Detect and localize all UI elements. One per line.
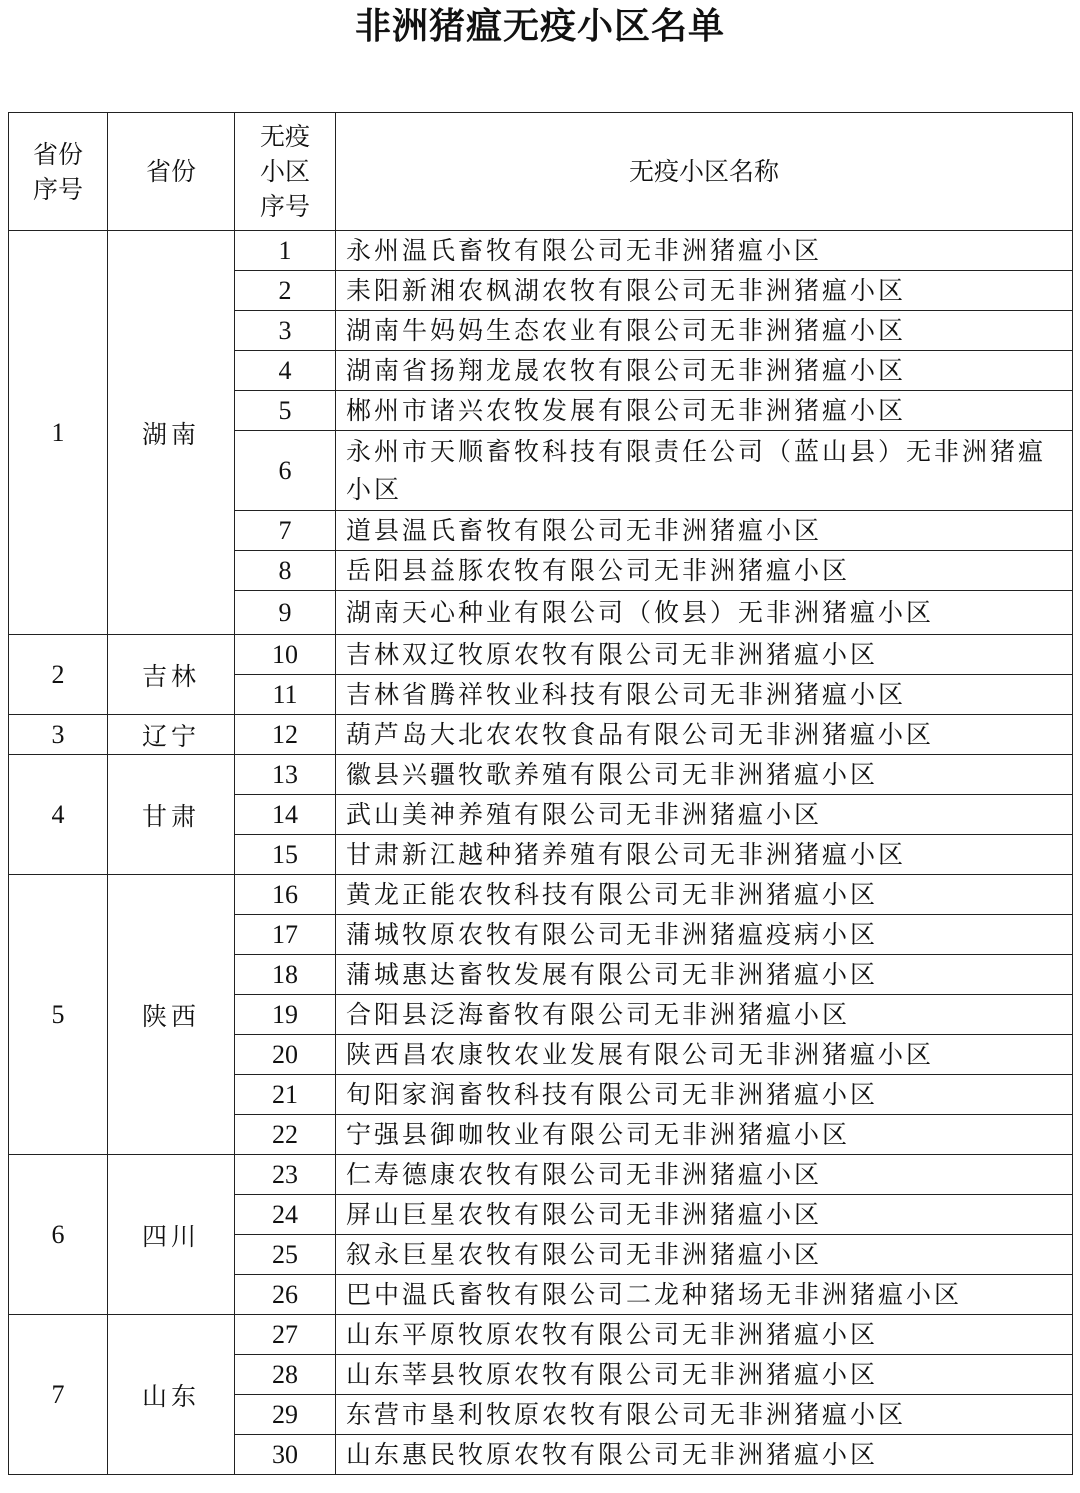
zone-name-cell: 葫芦岛大北农农牧食品有限公司无非洲猪瘟小区: [336, 715, 1073, 755]
province-name-cell: 四川: [108, 1155, 235, 1315]
header-province-index-line: 序号: [32, 174, 83, 204]
zone-name-cell: 陕西昌农康牧农业发展有限公司无非洲猪瘟小区: [336, 1035, 1073, 1075]
province-name-cell: 甘肃: [108, 755, 235, 875]
zone-index-cell: 27: [235, 1315, 336, 1355]
zone-name-cell: 岳阳县益豚农牧有限公司无非洲猪瘟小区: [336, 551, 1073, 591]
zone-index-cell: 7: [235, 511, 336, 551]
zone-name-cell: 郴州市诸兴农牧发展有限公司无非洲猪瘟小区: [336, 391, 1073, 431]
zone-index-cell: 12: [235, 715, 336, 755]
zone-index-cell: 17: [235, 915, 336, 955]
province-index-cell: 3: [9, 715, 108, 755]
zone-name-cell: 屏山巨星农牧有限公司无非洲猪瘟小区: [336, 1195, 1073, 1235]
zone-name-cell: 东营市垦利牧原农牧有限公司无非洲猪瘟小区: [336, 1395, 1073, 1435]
province-index-cell: 7: [9, 1315, 108, 1475]
header-province: 省份: [108, 113, 235, 231]
page-title: 非洲猪瘟无疫小区名单: [354, 6, 725, 47]
header-province-index-line: 省份: [32, 139, 83, 169]
table-header-row: [9, 113, 1073, 231]
zone-name-cell: 甘肃新江越种猪养殖有限公司无非洲猪瘟小区: [336, 835, 1073, 875]
province-name-cell: 陕西: [108, 875, 235, 1155]
table-row: [9, 635, 1073, 675]
zone-index-cell: 13: [235, 755, 336, 795]
zone-index-cell: 14: [235, 795, 336, 835]
province-index-cell: 5: [9, 875, 108, 1155]
zone-index-cell: 28: [235, 1355, 336, 1395]
zone-list-table: [8, 112, 1073, 1475]
zone-index-cell: 15: [235, 835, 336, 875]
zone-name-cell: 徽县兴疆牧歌养殖有限公司无非洲猪瘟小区: [336, 755, 1073, 795]
zone-name-cell: 武山美神养殖有限公司无非洲猪瘟小区: [336, 795, 1073, 835]
zone-name-cell: 旬阳家润畜牧科技有限公司无非洲猪瘟小区: [336, 1075, 1073, 1115]
zone-index-cell: 2: [235, 271, 336, 311]
zone-name-cell: 道县温氏畜牧有限公司无非洲猪瘟小区: [336, 511, 1073, 551]
zone-index-cell: 3: [235, 311, 336, 351]
zone-index-cell: 26: [235, 1275, 336, 1315]
province-index-cell: 6: [9, 1155, 108, 1315]
zone-index-cell: 9: [235, 591, 336, 635]
zone-index-cell: 6: [235, 431, 336, 511]
zone-name-cell: 湖南牛妈妈生态农业有限公司无非洲猪瘟小区: [336, 311, 1073, 351]
table-row: [9, 875, 1073, 915]
zone-name-cell: 蒲城惠达畜牧发展有限公司无非洲猪瘟小区: [336, 955, 1073, 995]
zone-name-cell: 湖南天心种业有限公司（攸县）无非洲猪瘟小区: [336, 591, 1073, 635]
header-province-index: [9, 113, 108, 231]
zone-index-cell: 11: [235, 675, 336, 715]
province-name-cell: 湖南: [108, 231, 235, 635]
province-name-cell: 山东: [108, 1315, 235, 1475]
zone-name-cell: 山东平原牧原农牧有限公司无非洲猪瘟小区: [336, 1315, 1073, 1355]
zone-index-cell: 16: [235, 875, 336, 915]
header-zone-index: [235, 113, 336, 231]
zone-name-cell: 永州温氏畜牧有限公司无非洲猪瘟小区: [336, 231, 1073, 271]
header-zone-index-line: 无疫: [259, 122, 310, 151]
province-index-cell: 2: [9, 635, 108, 715]
zone-index-cell: 24: [235, 1195, 336, 1235]
zone-name-cell: 叙永巨星农牧有限公司无非洲猪瘟小区: [336, 1235, 1073, 1275]
zone-name-cell: 黄龙正能农牧科技有限公司无非洲猪瘟小区: [336, 875, 1073, 915]
table-body: [9, 231, 1073, 1475]
zone-index-cell: 10: [235, 635, 336, 675]
zone-index-cell: 29: [235, 1395, 336, 1435]
zone-index-cell: 18: [235, 955, 336, 995]
zone-index-cell: 30: [235, 1435, 336, 1475]
header-zone-index-line: 小区: [259, 157, 310, 186]
zone-name-cell: 山东莘县牧原农牧有限公司无非洲猪瘟小区: [336, 1355, 1073, 1395]
zone-index-cell: 19: [235, 995, 336, 1035]
zone-name-cell: 合阳县泛海畜牧有限公司无非洲猪瘟小区: [336, 995, 1073, 1035]
zone-name-cell: 吉林省腾祥牧业科技有限公司无非洲猪瘟小区: [336, 675, 1073, 715]
province-name-cell: 吉林: [108, 635, 235, 715]
zone-name-cell: 仁寿德康农牧有限公司无非洲猪瘟小区: [336, 1155, 1073, 1195]
zone-index-cell: 25: [235, 1235, 336, 1275]
zone-name-cell: 山东惠民牧原农牧有限公司无非洲猪瘟小区: [336, 1435, 1073, 1475]
zone-name-cell: 宁强县御咖牧业有限公司无非洲猪瘟小区: [336, 1115, 1073, 1155]
zone-index-cell: 5: [235, 391, 336, 431]
table-row: [9, 1155, 1073, 1195]
province-index-cell: 1: [9, 231, 108, 635]
province-index-cell: 4: [9, 755, 108, 875]
zone-index-cell: 8: [235, 551, 336, 591]
zone-name-cell: 巴中温氏畜牧有限公司二龙种猪场无非洲猪瘟小区: [336, 1275, 1073, 1315]
province-name-cell: 辽宁: [108, 715, 235, 755]
header-zone-index-line: 序号: [259, 192, 310, 221]
zone-index-cell: 23: [235, 1155, 336, 1195]
zone-name-cell: 永州市天顺畜牧科技有限责任公司（蓝山县）无非洲猪瘟小区: [336, 431, 1073, 511]
zone-index-cell: 21: [235, 1075, 336, 1115]
zone-index-cell: 4: [235, 351, 336, 391]
table-row: [9, 715, 1073, 755]
zone-index-cell: 1: [235, 231, 336, 271]
zone-name-cell: 湖南省扬翔龙晟农牧有限公司无非洲猪瘟小区: [336, 351, 1073, 391]
table-row: [9, 755, 1073, 795]
table-row: [9, 231, 1073, 271]
zone-name-cell: 吉林双辽牧原农牧有限公司无非洲猪瘟小区: [336, 635, 1073, 675]
zone-name-cell: 蒲城牧原农牧有限公司无非洲猪瘟疫病小区: [336, 915, 1073, 955]
zone-index-cell: 22: [235, 1115, 336, 1155]
zone-name-cell: 耒阳新湘农枫湖农牧有限公司无非洲猪瘟小区: [336, 271, 1073, 311]
table-row: [9, 1315, 1073, 1355]
zone-index-cell: 20: [235, 1035, 336, 1075]
header-zone-name: 无疫小区名称: [336, 113, 1073, 231]
